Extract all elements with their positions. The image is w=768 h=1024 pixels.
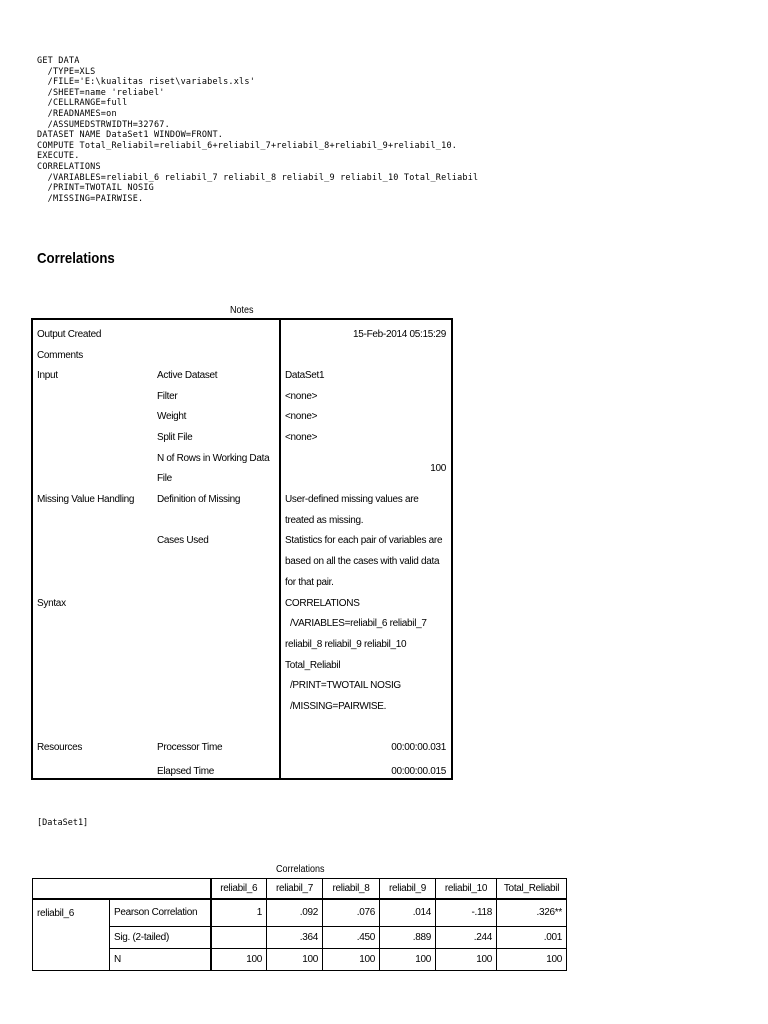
- comments-label: Comments: [37, 350, 83, 361]
- active-dataset-label: Active Dataset: [157, 370, 218, 381]
- column-header: reliabil_7: [267, 879, 323, 899]
- split-file-value: <none>: [285, 432, 318, 443]
- syntax-line: /PRINT=TWOTAIL NOSIG: [37, 183, 154, 194]
- filter-label: Filter: [157, 391, 178, 402]
- notes-caption: Notes: [230, 305, 254, 316]
- syntax-line: /READNAMES=on: [37, 108, 117, 119]
- missing-value-handling-label: Missing Value Handling: [37, 494, 135, 505]
- table-cell: .364: [267, 927, 323, 949]
- correlations-table: [32, 878, 567, 971]
- table-cell: .001: [497, 927, 567, 949]
- header-blank-cell: [33, 879, 110, 899]
- column-header: reliabil_8: [323, 879, 380, 899]
- active-dataset-value: DataSet1: [285, 370, 325, 381]
- syntax-line: COMPUTE Total_Reliabil=reliabil_6+reliabil_7+reliabil_8+reliabil_9+reliabil_10.: [37, 140, 458, 151]
- notes-divider: [279, 320, 281, 778]
- page-title: Correlations: [37, 250, 115, 267]
- row-variable-blank: [33, 949, 110, 971]
- header-blank-cell: [110, 879, 211, 899]
- column-header: reliabil_6: [211, 879, 267, 899]
- resources-label: Resources: [37, 742, 83, 753]
- table-cell: 100: [323, 949, 380, 971]
- syntax-line: /VARIABLES=reliabil_6 reliabil_7 reliabil_8 reliabil_9 reliabil_10 Total_Reliabil: [37, 172, 479, 183]
- table-cell: .326**: [497, 899, 567, 927]
- n-rows-label-cont: File: [157, 473, 172, 484]
- table-cell: .244: [436, 927, 497, 949]
- syntax-log: [37, 56, 478, 204]
- input-label: Input: [37, 370, 58, 381]
- definition-of-missing-value: User-defined missing values are: [285, 494, 419, 505]
- row-variable-blank: [33, 927, 110, 949]
- n-rows-value: 100: [430, 463, 446, 474]
- table-header-row: [33, 879, 567, 899]
- definition-of-missing-label: Definition of Missing: [157, 494, 241, 505]
- syntax-value: CORRELATIONS: [285, 598, 360, 609]
- syntax-line: EXECUTE.: [37, 151, 80, 162]
- table-cell: .076: [323, 899, 380, 927]
- syntax-value-line: /VARIABLES=reliabil_6 reliabil_7: [285, 618, 427, 629]
- column-header: Total_Reliabil: [497, 879, 567, 899]
- processor-time-value: 00:00:00.031: [391, 742, 446, 753]
- weight-label: Weight: [157, 411, 187, 422]
- row-stat-label: Pearson Correlation: [110, 899, 211, 927]
- table-row: [33, 949, 567, 971]
- dataset-reference: [DataSet1]: [37, 818, 89, 828]
- cases-used-value: Statistics for each pair of variables are: [285, 535, 443, 546]
- table-cell: 100: [497, 949, 567, 971]
- syntax-value-line: /PRINT=TWOTAIL NOSIG: [285, 680, 401, 691]
- table-cell: .450: [323, 927, 380, 949]
- notes-table: [31, 318, 453, 780]
- table-cell: 1: [211, 899, 267, 927]
- weight-value: <none>: [285, 411, 318, 422]
- syntax-line: /FILE='E:\kualitas riset\variabels.xls': [37, 77, 256, 88]
- elapsed-time-label: Elapsed Time: [157, 766, 214, 777]
- syntax-value-line: Total_Reliabil: [285, 660, 341, 671]
- column-header: reliabil_10: [436, 879, 497, 899]
- syntax-line: CORRELATIONS: [37, 161, 101, 172]
- output-created-value: 15-Feb-2014 05:15:29: [353, 329, 446, 340]
- table-cell: .014: [380, 899, 436, 927]
- table-cell: .889: [380, 927, 436, 949]
- output-created-label: Output Created: [37, 329, 102, 340]
- definition-of-missing-value-cont: treated as missing.: [285, 515, 364, 526]
- syntax-line: GET DATA: [37, 56, 80, 66]
- table-cell: 100: [436, 949, 497, 971]
- row-variable-label: reliabil_6: [33, 899, 110, 927]
- syntax-line: /TYPE=XLS: [37, 66, 96, 77]
- syntax-line: /ASSUMEDSTRWIDTH=32767.: [37, 119, 170, 130]
- row-stat-label: Sig. (2-tailed): [110, 927, 211, 949]
- table-cell: 100: [211, 949, 267, 971]
- table-row: [33, 899, 567, 927]
- syntax-value-line: reliabil_8 reliabil_9 reliabil_10: [285, 639, 407, 650]
- processor-time-label: Processor Time: [157, 742, 223, 753]
- table-cell: .092: [267, 899, 323, 927]
- table-cell: -.118: [436, 899, 497, 927]
- cases-used-label: Cases Used: [157, 535, 209, 546]
- filter-value: <none>: [285, 391, 318, 402]
- table-cell: 100: [380, 949, 436, 971]
- syntax-line: DATASET NAME DataSet1 WINDOW=FRONT.: [37, 130, 224, 141]
- syntax-line: /SHEET=name 'reliabel': [37, 87, 165, 98]
- syntax-value-line: /MISSING=PAIRWISE.: [285, 701, 387, 712]
- cases-used-value-cont: based on all the cases with valid data: [285, 556, 440, 567]
- table-cell: [211, 927, 267, 949]
- column-header: reliabil_9: [380, 879, 436, 899]
- split-file-label: Split File: [157, 432, 193, 443]
- cases-used-value-cont: for that pair.: [285, 577, 334, 588]
- correlations-caption: Correlations: [276, 864, 325, 875]
- syntax-line: /MISSING=PAIRWISE.: [37, 193, 144, 204]
- row-stat-label: N: [110, 949, 211, 971]
- elapsed-time-value: 00:00:00.015: [391, 766, 446, 777]
- table-row: [33, 927, 567, 949]
- table-cell: 100: [267, 949, 323, 971]
- syntax-label: Syntax: [37, 598, 66, 609]
- n-rows-label: N of Rows in Working Data: [157, 453, 270, 464]
- syntax-line: /CELLRANGE=full: [37, 98, 128, 109]
